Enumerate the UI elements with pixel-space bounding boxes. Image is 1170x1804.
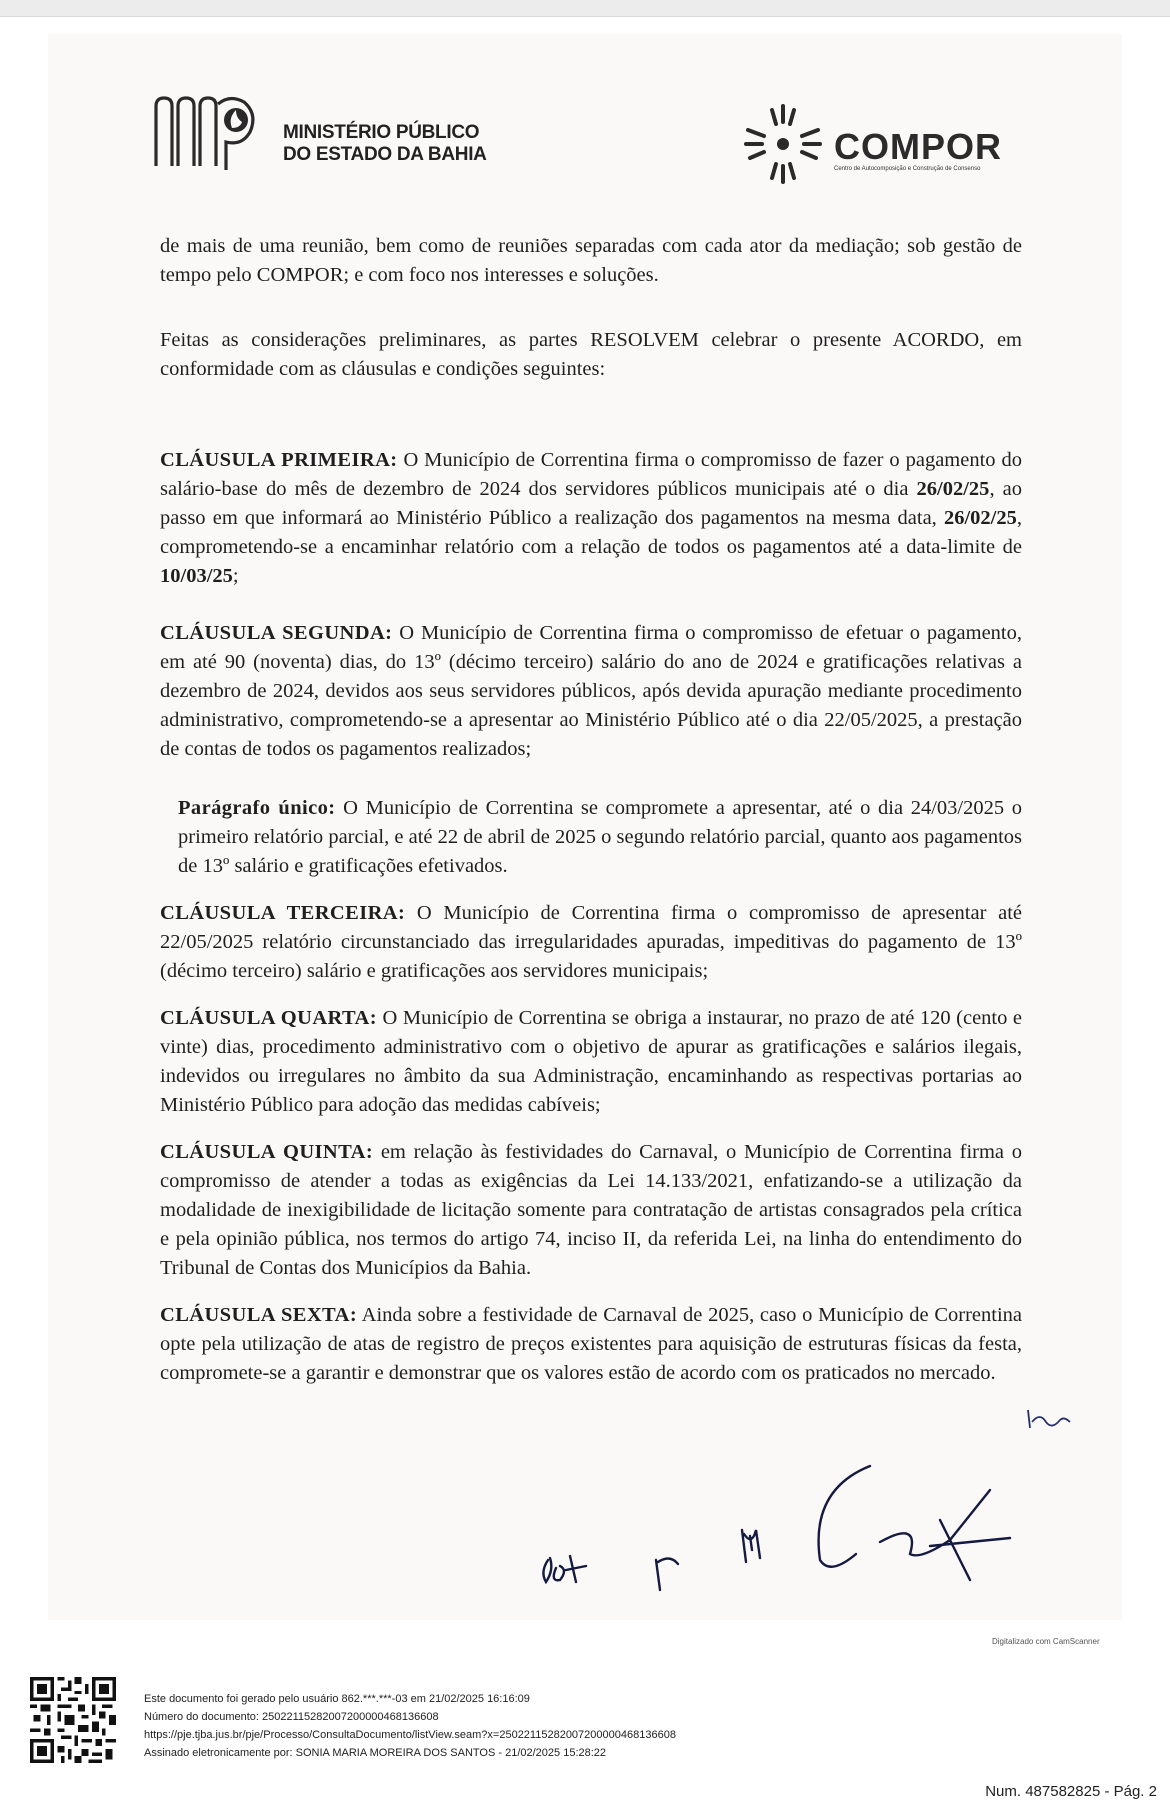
clause-first-date-1: 26/02/25 [916,478,990,500]
clause-sixth [160,1301,1022,1388]
clause-sixth-title: CLÁUSULA SEXTA: [160,1304,358,1326]
compor-logo-icon [738,100,828,188]
agreement-body [160,232,1022,1388]
clause-third-text: O Município de Correntina firma o compromisso de apresentar até 22/05/2025 relatório circunstanciado das irregularidades apuradas, impeditivas do pagamento de 13º (décimo terceiro) salário e gratificações aos servidores municipais; [160,902,1023,982]
footer-document-link[interactable]: https://pje.tjba.jus.br/pje/Processo/ConsultaDocumento/listView.seam?x=25022115282007200000468136608 [144,1729,676,1741]
footer-generated-by: Este documento foi gerado pelo usuário 862.***.***-03 em 21/02/2025 16:16:09 [144,1693,530,1705]
clause-fourth-title: CLÁUSULA QUARTA: [160,1007,377,1029]
mp-institution-name [283,122,523,166]
clause-fifth-title: CLÁUSULA QUINTA: [160,1141,374,1163]
mp-logo-icon [152,92,262,172]
clause-first-text-a: O Município de Correntina firma o compromisso de fazer o pagamento do salário-base do mês de dezembro de 2024 dos servidores públicos municipais até o dia [160,449,1022,500]
clause-first [160,446,1022,591]
clause-first-title: CLÁUSULA PRIMEIRA: [160,449,398,471]
clause-first-text-c: , comprometendo-se a encaminhar relatório com a relação de todos os pagamentos até a data-limite de [160,507,1022,558]
clause-third [160,899,1022,986]
page-left-margin [0,34,48,1620]
preamble-paragraph: Feitas as considerações preliminares, as partes RESOLVEM celebrar o presente ACORDO, em conformidade com as cláusulas e condições seguintes: [160,329,1022,380]
handwritten-signatures [520,1450,1080,1630]
mp-name-line1: MINISTÉRIO PÚBLICO [283,122,480,143]
clause-fourth-text: O Município de Correntina se obriga a instaurar, no prazo de até 120 (cento e vinte) dias, procedimento administrativo com o objetivo de apurar as gratificações e salários ilegais, indevidos ou irregulares no âmbito da sua Administração, encaminhando as respectivas portarias ao Ministério Público para adoção das medidas cabíveis; [160,1007,1022,1116]
footer-signed-by: Assinado eletronicamente por: SONIA MARIA MOREIRA DOS SANTOS - 21/02/2025 15:28:22 [144,1747,607,1759]
single-paragraph-title: Parágrafo único: [178,797,336,819]
clause-first-date-2: 26/02/25 [943,507,1017,529]
intro-paragraph: de mais de uma reunião, bem como de reuniões separadas com cada ator da mediação; sob gestão de tempo pelo COMPOR; e com foco nos interesses e soluções. [160,235,1022,286]
clause-fifth [160,1138,1022,1283]
clause-first-date-3: 10/03/25 [160,565,233,587]
clause-first-text-b: , ao passo em que informará ao Ministério Público a realização dos pagamentos na mesma data, [160,478,1023,529]
clause-sixth-text: Ainda sobre a festividade de Carnaval de 2025, caso o Município de Correntina opte pela utilização de atas de registro de preços existentes para aquisição de estruturas físicas da festa, compromete-se a garantir e demonstrar que os valores estão de acordo com os praticados no mercado. [160,1304,1022,1384]
clause-fourth [160,1004,1022,1120]
clause-third-title: CLÁUSULA TERCEIRA: [160,902,406,924]
single-paragraph [160,794,1022,881]
clause-second-text: O Município de Correntina firma o compromisso de efetuar o pagamento, em até 90 (noventa) dias, do 13º (décimo terceiro) salário do ano de 2024 e gratificações relativas a dezembro de 2024, devidos aos seus servidores públicos, após devida apuração mediante procedimento administrativo, comprometendo-se a apresentar ao Ministério Público até o dia 22/05/2025, a prestação de contas de todos os pagamentos realizados; [160,622,1022,760]
single-paragraph-text: O Município de Correntina se compromete a apresentar, até o dia 24/03/2025 o primeiro relatório parcial, e até 22 de abril de 2025 o segundo relatório parcial, quanto aos pagamentos de 13º salário e gratificações efetivados. [178,797,1022,877]
viewer-top-bar [0,0,1170,17]
page-number: Num. 487582825 - Pág. 2 [985,1783,1157,1800]
mp-name-line2: DO ESTADO DA BAHIA [283,144,487,165]
footer-document-number: Número do documento: 25022115282007200000468136608 [144,1711,439,1723]
clause-first-text-d: ; [232,565,239,587]
electronic-signature-footer [144,1690,904,1762]
clause-second [160,619,1022,764]
compor-tagline: Centro de Autocomposição e Construção de Consenso [834,166,981,172]
qr-code[interactable] [30,1677,116,1763]
compor-name: COMPOR [834,126,1002,167]
clause-fifth-text: em relação às festividades do Carnaval, o Município de Correntina firma o compromisso de atender a todas as exigências da Lei 14.133/2021, enfatizando-se a utilização da modalidade de inexigibilidade de licitação somente para contratação de artistas consagrados pela crítica e pela opinião pública, nos termos do artigo 74, inciso II, da referida Lei, na linha do entendimento do Tribunal de Contas dos Municípios da Bahia. [160,1141,1022,1279]
margin-initial-signature [1024,1404,1074,1434]
camscanner-watermark: Digitalizado com CamScanner [992,1637,1100,1646]
clause-second-title: CLÁUSULA SEGUNDA: [160,622,393,644]
